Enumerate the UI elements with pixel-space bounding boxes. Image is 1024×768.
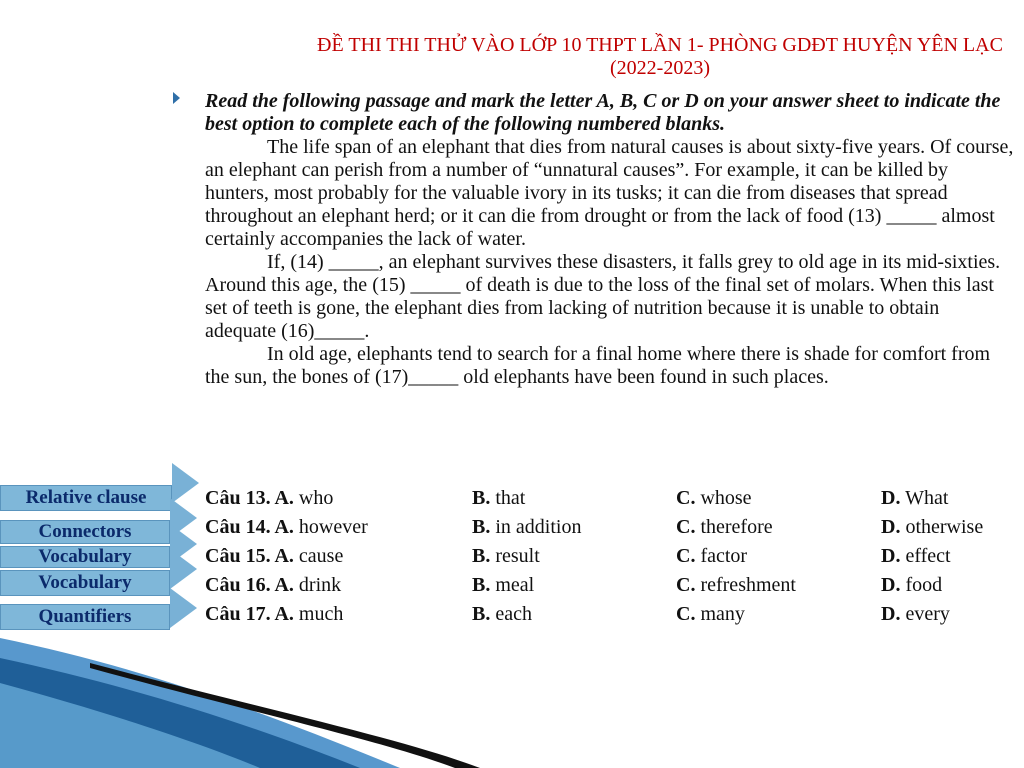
option-b[interactable]: meal [490, 574, 535, 596]
question-row [205, 484, 1021, 513]
passage-paragraph-2: If, (14) _____, an elephant survives these disasters, it falls grey to old age in its mid-sixties. Around this age, the (15) _____ of death is due to the loss of the final set of molars. When this last set of teeth is gone, the elephant dies from lacking of nutrition because it is unable to obtain adequate (16)_____. [205, 251, 1001, 342]
option-b-label: B. [472, 545, 491, 567]
option-a[interactable]: however [293, 516, 368, 538]
title-line-2: (2022-2023) [610, 57, 710, 79]
option-b-label: B. [472, 487, 491, 509]
option-c[interactable]: therefore [695, 516, 773, 538]
option-c-label: C. [676, 545, 696, 567]
option-c-label: C. [676, 574, 696, 596]
option-a[interactable]: drink [293, 574, 342, 596]
question-label: Câu 15. A. [205, 545, 294, 567]
option-a[interactable]: cause [293, 545, 344, 567]
instruction-text [205, 90, 1015, 136]
title-line-1: ĐỀ THI THI THỬ VÀO LỚP 10 THPT LẦN 1- PHÒNG GDĐT HUYỆN YÊN LẠC [317, 34, 1003, 56]
tag-vocabulary-1[interactable]: Vocabulary [0, 546, 170, 568]
question-label: Câu 13. A. [205, 487, 294, 509]
tag-arrow-icon [172, 463, 199, 503]
option-d-label: D. [881, 516, 901, 538]
question-label: Câu 17. A. [205, 603, 294, 625]
tag-vocabulary-2[interactable]: Vocabulary [0, 570, 170, 596]
bullet-arrow-icon [173, 92, 180, 104]
option-c-label: C. [676, 603, 696, 625]
option-d[interactable]: effect [900, 545, 951, 567]
option-d-label: D. [881, 545, 901, 567]
question-table [205, 484, 1021, 629]
option-d[interactable]: food [900, 574, 943, 596]
option-b[interactable]: result [490, 545, 540, 567]
option-d[interactable]: every [900, 603, 950, 625]
tag-connectors[interactable]: Connectors [0, 520, 170, 544]
option-b[interactable]: that [490, 487, 526, 509]
option-b-label: B. [472, 574, 491, 596]
option-c[interactable]: refreshment [695, 574, 796, 596]
option-d[interactable]: otherwise [900, 516, 984, 538]
option-d-label: D. [881, 603, 901, 625]
page-title [150, 34, 1024, 80]
option-d-label: D. [881, 487, 901, 509]
passage-paragraph-1: The life span of an elephant that dies from natural causes is about sixty-five years. Of course, an elephant can perish from a number of “unnatural causes”. For example, it can be killed by hunters, most probably for the valuable ivory in its tusks; it can die from diseases that spread throughout an elephant herd; or it can die from drought or from the lack of food (13) _____ almost certainly accompanies the lack of water. [205, 136, 1014, 250]
option-b-label: B. [472, 603, 491, 625]
option-d[interactable]: What [900, 487, 949, 509]
question-row [205, 600, 1021, 629]
option-c[interactable]: whose [695, 487, 752, 509]
option-b[interactable]: each [490, 603, 532, 625]
question-label: Câu 16. A. [205, 574, 294, 596]
decorative-wave [0, 628, 1024, 768]
question-row [205, 571, 1021, 600]
question-row [205, 513, 1021, 542]
option-c[interactable]: many [695, 603, 745, 625]
option-c[interactable]: factor [695, 545, 748, 567]
tag-arrow-icon [170, 588, 197, 628]
option-d-label: D. [881, 574, 901, 596]
question-label: Câu 14. A. [205, 516, 294, 538]
option-a[interactable]: much [293, 603, 344, 625]
instruction-end: . [720, 113, 725, 135]
option-a[interactable]: who [293, 487, 334, 509]
option-c-label: C. [676, 516, 696, 538]
question-row [205, 542, 1021, 571]
option-b-label: B. [472, 516, 491, 538]
option-b[interactable]: in addition [490, 516, 582, 538]
tag-relative-clause[interactable]: Relative clause [0, 485, 172, 511]
instruction-main: Read the following passage and mark the letter A, B, C or D on your answer sheet to indicate the best option to complete each of the following numbered blanks [205, 90, 1001, 135]
tag-quantifiers[interactable]: Quantifiers [0, 604, 170, 630]
passage-paragraph-3: In old age, elephants tend to search for a final home where there is shade for comfort from the sun, the bones of (17)_____ old elephants have been found in such places. [205, 343, 991, 388]
tag-arrow-icon [170, 549, 197, 589]
passage-content [205, 90, 1015, 389]
option-c-label: C. [676, 487, 696, 509]
